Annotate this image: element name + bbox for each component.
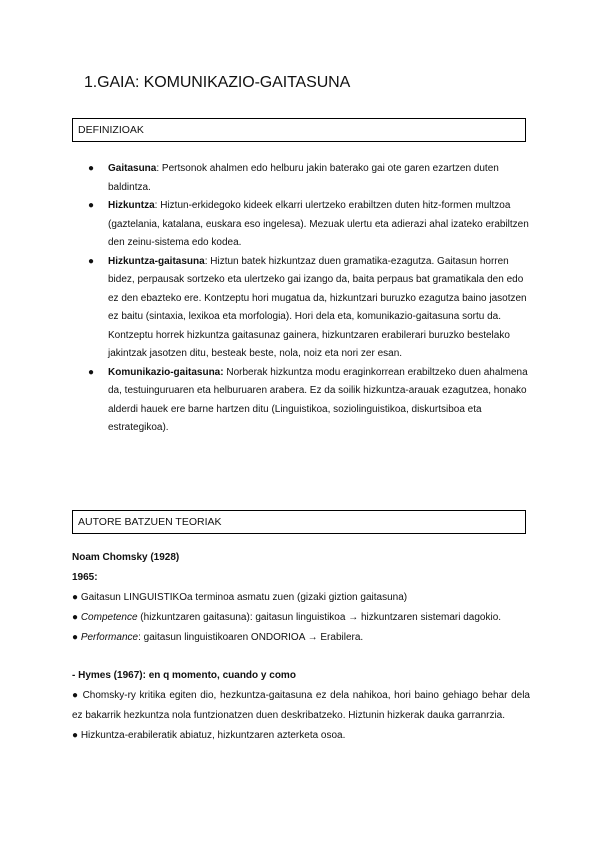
page-title: 1.GAIA: KOMUNIKAZIO-GAITASUNA	[84, 74, 351, 91]
performance-text: : gaitasun linguistikoaren ONDORIOA → Erabilera.	[138, 632, 364, 643]
hymes-heading: - Hymes (1967): en q momento, cuando y como	[72, 670, 296, 681]
bullet-icon: ●	[88, 255, 95, 267]
bullet-icon: ●	[88, 163, 95, 174]
bullet-icon: ●	[88, 366, 95, 378]
spacer	[72, 648, 530, 666]
bullet-icon: ●	[72, 632, 81, 643]
chomsky-heading: Noam Chomsky (1928)	[72, 552, 180, 563]
definition-term: Gaitasuna	[108, 163, 157, 174]
theories-header: AUTORE BATZUEN TEORIAK	[72, 510, 526, 534]
chomsky-point-1: ● Gaitasun LINGUISTIKOa terminoa asmatu zuen (gizaki giztion gaitasuna)	[72, 592, 408, 603]
competence-term: Competence	[80, 612, 138, 623]
definition-term: Komunikazio-gaitasuna:	[108, 366, 224, 378]
definitions-list	[84, 160, 529, 438]
chomsky-point-2	[72, 608, 530, 628]
definition-text: Norberak hizkuntza modu eraginkorrean erabiltzeko duen ahalmena da, testuinguruaren eta helburuaren arabera. Ez da soilik hizkuntza-arauak ezagutzea, honako alderdi hauek ere barne hartzen ditu (Linguistikoa, soziolinguistikoa, diskurtsiboa eta estrategikoa).	[108, 366, 528, 433]
chomsky-point-3	[72, 628, 530, 648]
definition-term: Hizkuntza-gaitasuna	[108, 255, 205, 267]
hymes-point-2: ● Hizkuntza-erabileratik abiatuz, hizkuntzaren azterketa osoa.	[72, 730, 346, 741]
definition-text: : Hiztun batek hizkuntzaz duen gramatika-ezagutza. Gaitasun horren bidez, perpausak sortzeko eta ulertzeko gai izango da, baita perpaus bat gramatikala den edo ez den ebazteko ere. Kontzeptu hori mugatua da, hizkuntzari buruzko ezagutza baino jasotzen ez baitu (sintaxia, lexikoa eta morfologia). Hori dela eta, komunikazio-gaitasuna sortu da. Kontzeptu horrek hizkuntza gaitasunaz gainera, hizkuntzaren erabilerari buruzko bestelako jakintzak jasotzen ditu, besteak beste, nola, noiz eta nori zer esan.	[108, 255, 527, 359]
definition-text: : Pertsonok ahalmen edo helburu jakin baterako gai ote garen ezartzen duten baldintza.	[108, 163, 499, 193]
list-item	[84, 197, 529, 253]
chomsky-year: 1965:	[72, 572, 98, 583]
hymes-point-1: ● Chomsky-ry kritika egiten dio, hezkuntza-gaitasuna ez dela nahikoa, hori baino gehiago behar dela ez bakarrik hezkuntza nola funtzionatzen duen deskribatzeko. Hiztunin hizkerak dauka garranrzia.	[72, 690, 530, 721]
performance-term: Performance	[80, 632, 139, 643]
list-item	[84, 364, 529, 438]
definition-text: : Hiztun-erkidegoko kideek elkarri ulertzeko erabiltzen duten hitz-formen multzoa (gaztelania, katalana, euskara eso ingelesa). Mezuak ulertu eta adierazi ahal izateko erabiltzen den zeinu-sistema edo kodea.	[108, 200, 529, 248]
bullet-icon: ●	[88, 200, 95, 211]
competence-text: (hizkuntzaren gaitasuna): gaitasun linguistikoa → hizkuntzaren sistemari dagokio.	[137, 612, 502, 623]
theories-body	[72, 548, 530, 746]
bullet-icon: ●	[72, 612, 81, 623]
list-item	[84, 253, 529, 364]
list-item	[84, 160, 529, 197]
definition-term: Hizkuntza	[108, 200, 155, 211]
definitions-header: DEFINIZIOAK	[72, 118, 526, 142]
